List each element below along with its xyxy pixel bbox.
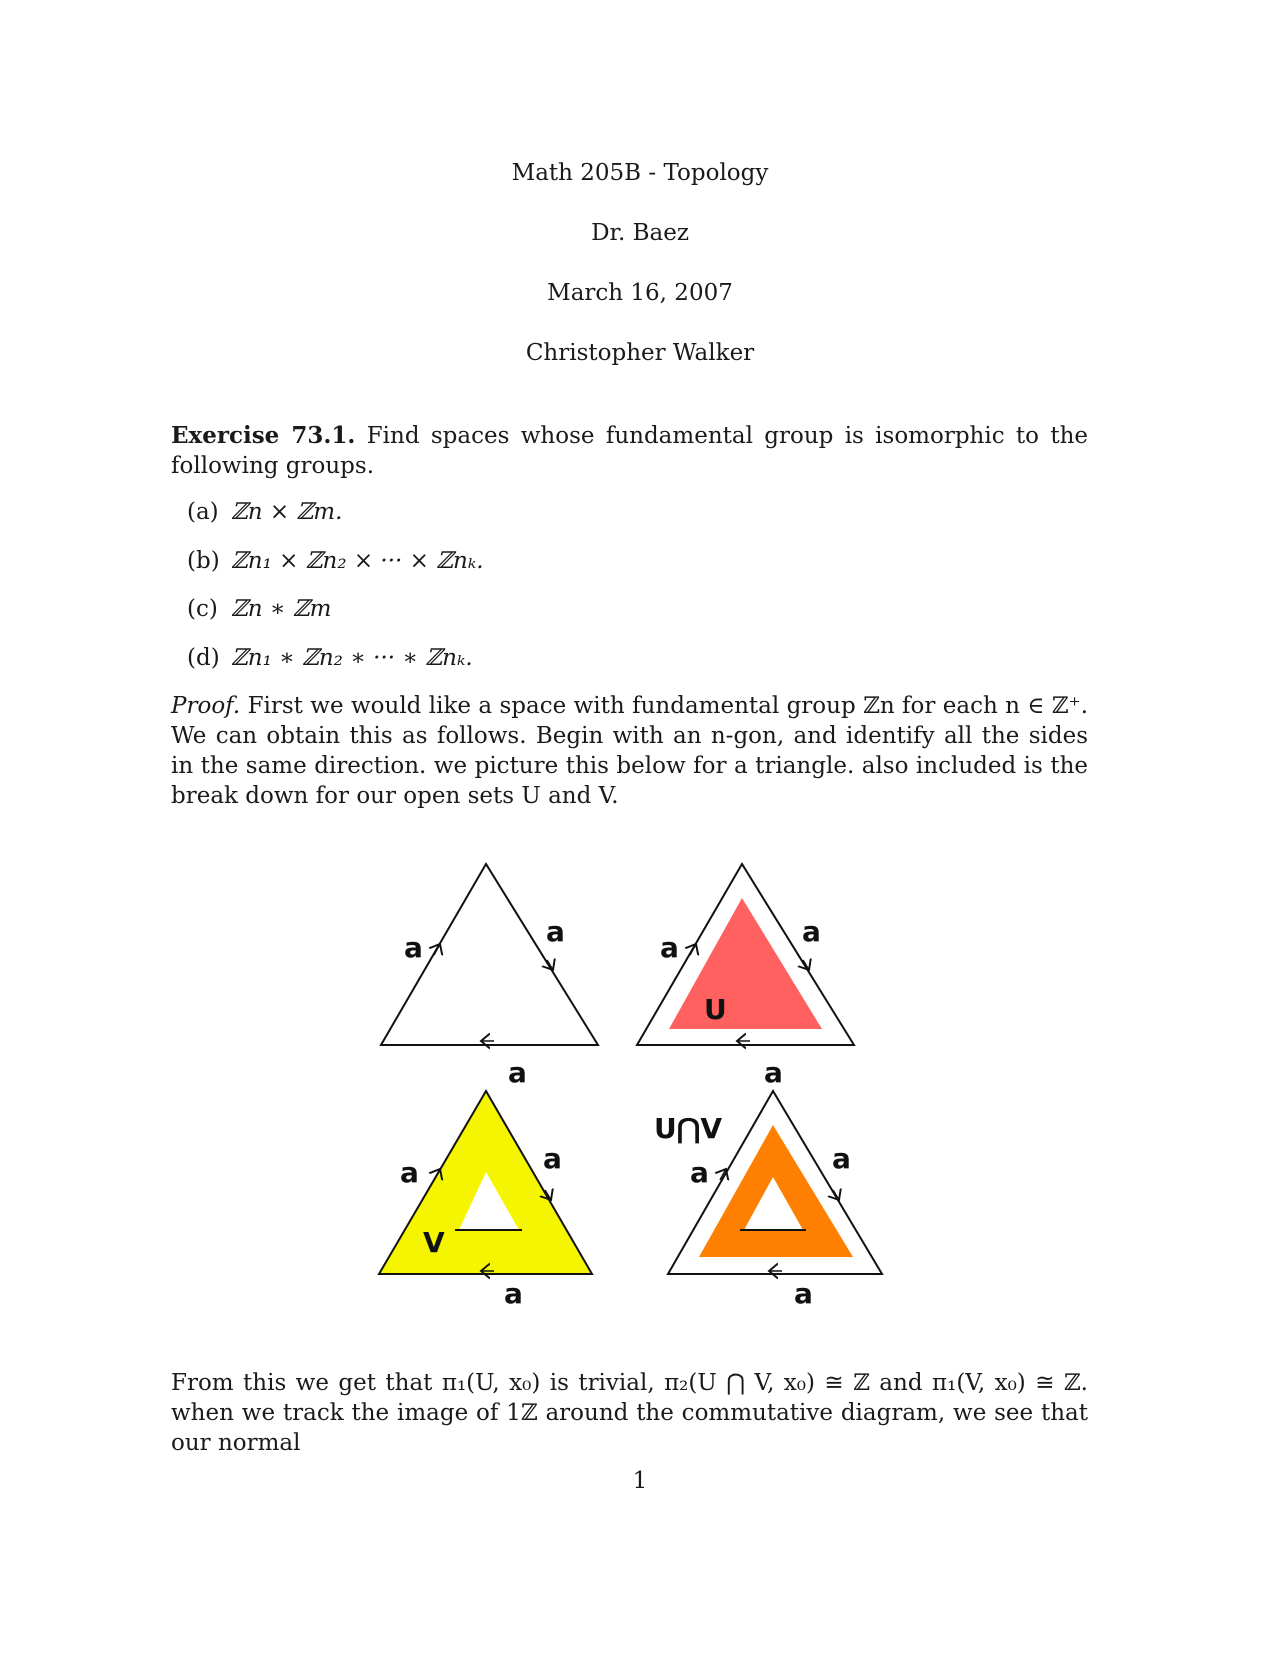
- edge-label: a: [794, 1277, 813, 1310]
- date: March 16, 2007: [547, 280, 733, 306]
- author: Christopher Walker: [525, 340, 755, 366]
- edge-label: a: [508, 1056, 527, 1089]
- triangle-v: [379, 1091, 592, 1310]
- intersection-label: U⋂V: [654, 1112, 723, 1145]
- edge-label: a: [802, 915, 821, 948]
- triangle-intersection: [654, 1091, 882, 1310]
- u-label: U: [704, 993, 727, 1026]
- triangle-plain: [381, 864, 598, 1089]
- edge-label: a: [832, 1142, 851, 1175]
- proof-label: Proof.: [171, 693, 241, 719]
- edge-label: a: [400, 1156, 419, 1189]
- page-number: 1: [632, 1468, 648, 1494]
- proof-text: First we would like a space with fundamental group ℤn for each n ∈ ℤ⁺. We can obtain this as follows. Begin with an n-gon, and identify all the sides in the same direction. we picture this below for a triangle. also included is the break down for our open sets U and V.: [171, 693, 1089, 809]
- edge-label: a: [543, 1142, 562, 1175]
- v-label: V: [423, 1226, 445, 1259]
- exercise-label: Exercise 73.1.: [171, 422, 356, 449]
- edge-label: a: [546, 915, 565, 948]
- exercise-item-b: (b) ℤn₁ × ℤn₂ × ··· × ℤnₖ.: [187, 548, 484, 574]
- exercise-item-c: (c) ℤn ∗ ℤm: [187, 596, 332, 622]
- exercise-item-a: (a) ℤn × ℤm.: [187, 499, 343, 525]
- triangle-u: [637, 864, 854, 1089]
- edge-label: a: [504, 1277, 523, 1310]
- exercise-text: Find spaces whose fundamental group is isomorphic to the following groups.: [171, 423, 1089, 479]
- edge-label: a: [404, 931, 423, 964]
- course-title: Math 205B - Topology: [511, 160, 769, 186]
- edge-label: a: [660, 931, 679, 964]
- conclusion-paragraph: From this we get that π₁(U, x₀) is trivial, π₂(U ⋂ V, x₀) ≅ ℤ and π₁(V, x₀) ≅ ℤ. when we track the image of 1ℤ around the commutative diagram, we see that our normal: [171, 1370, 1088, 1456]
- edge-label: a: [690, 1156, 709, 1189]
- exercise-item-d: (d) ℤn₁ ∗ ℤn₂ ∗ ··· ∗ ℤnₖ.: [187, 645, 473, 671]
- edge-label: a: [764, 1056, 783, 1089]
- instructor: Dr. Baez: [591, 220, 689, 246]
